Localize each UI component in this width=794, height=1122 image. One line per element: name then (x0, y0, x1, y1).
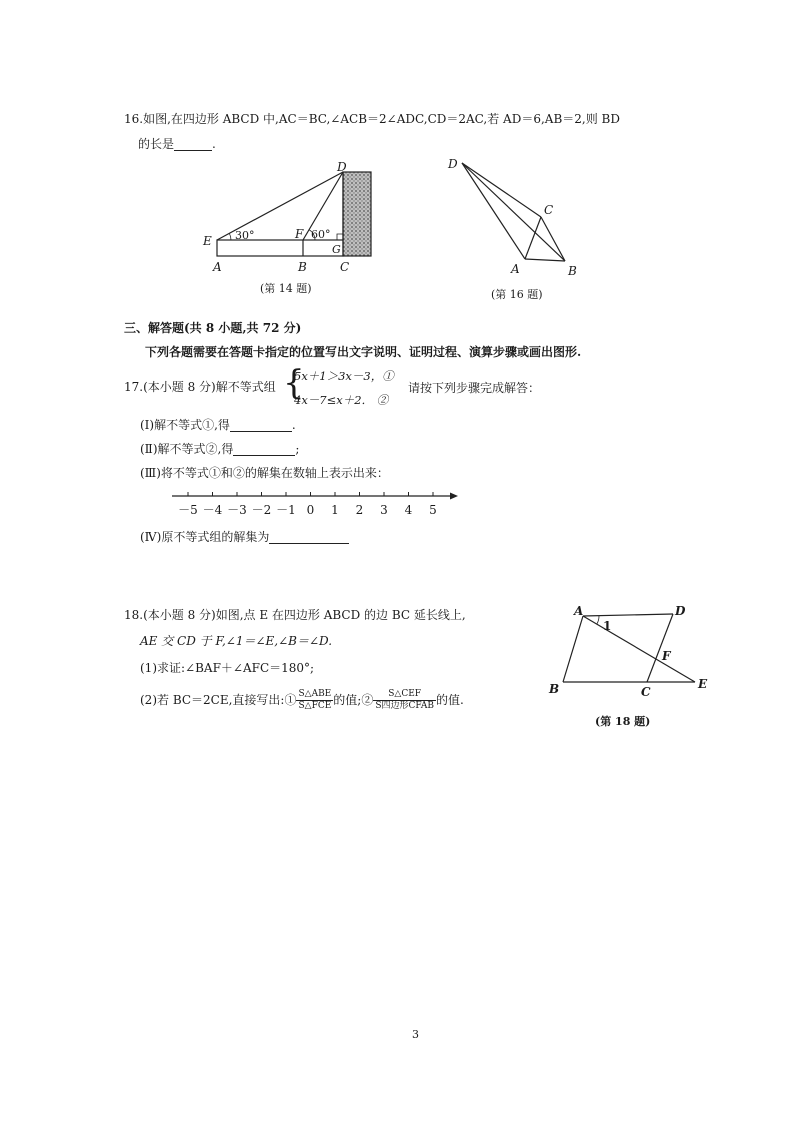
fig16-label-a: A (511, 262, 520, 276)
q18-part1: (1)求证:∠BAF＋∠AFC＝180°; (140, 661, 315, 675)
q18-frac1-denominator: S△FCE (298, 701, 332, 711)
q16-line1: 16.如图,在四边形 ABCD 中,AC＝BC,∠ACB＝2∠ADC,CD＝2AC,若 AD＝6,AB＝2,则 BD (124, 112, 620, 126)
q17-number-line (168, 488, 464, 518)
fig18-label-a: A (574, 604, 584, 618)
fig18-label-f: F (662, 649, 671, 663)
fig14-label-c: C (340, 260, 350, 274)
fig18-line-ad (583, 614, 673, 616)
number-line-label: －1 (276, 503, 296, 517)
fig16-line-ab (525, 259, 565, 261)
q18-fraction-1 (296, 689, 333, 712)
fig14-label-d: D (337, 160, 347, 174)
fig14-angle-f: 60° (311, 228, 331, 241)
q17-step2-blank (233, 443, 295, 456)
figure-14 (195, 158, 385, 293)
q18-part2-mid: 的值;② (333, 693, 374, 707)
q17-ineq2: 4x－7≤x＋2． ② (294, 393, 389, 407)
fig18-label-b: B (549, 682, 560, 696)
q18-frac2-numerator: S△CEF (373, 689, 436, 701)
q18-part2-suffix: 的值. (435, 693, 464, 707)
fig16-label-b: B (568, 264, 577, 278)
number-line-label: 1 (331, 503, 339, 517)
figure-16 (445, 155, 585, 300)
fig16-caption: (第 16 题) (491, 288, 543, 301)
q17-step3: (Ⅲ)将不等式①和②的解集在数轴上表示出来： (140, 466, 389, 480)
number-line-label: －3 (227, 503, 247, 517)
fig18-label-c: C (641, 685, 651, 699)
number-line-label: －2 (251, 503, 272, 517)
number-line-label: 0 (306, 503, 315, 517)
fig16-line-da (462, 163, 525, 259)
number-line-label: 4 (404, 503, 413, 517)
fig14-caption: (第 14 题) (260, 282, 312, 295)
fig18-line-ae (583, 616, 695, 682)
fig14-label-f: F (295, 227, 304, 241)
q17-ineq1: 5x＋1＞3x－3，① (294, 369, 394, 383)
q17-step1 (140, 418, 296, 432)
q16-answer-blank (174, 138, 212, 151)
fig18-line-ab (563, 616, 583, 682)
fig18-angle-1-arc (597, 616, 599, 625)
q18-line2: AE 交 CD 于 F,∠1＝∠E,∠B＝∠D. (140, 634, 333, 648)
q17-prefix: 17.(本小题 8 分)解不等式组 (124, 380, 276, 394)
figure-18 (545, 600, 715, 735)
q17-step4-label: (Ⅳ)原不等式组的解集为 (140, 530, 270, 544)
number-line-label: －4 (202, 503, 223, 517)
fig14-label-a: A (213, 260, 222, 274)
number-line-label: －5 (178, 503, 198, 517)
fig16-line-dc (462, 163, 541, 217)
q18-frac2-denominator: S四边形CFAB (375, 701, 434, 711)
number-line-label: 5 (429, 503, 437, 517)
fig14-label-b: B (298, 260, 307, 274)
fig16-line-bc (541, 217, 565, 261)
fig14-right-angle (337, 234, 343, 240)
q17-step1-blank (230, 419, 292, 432)
q18-fraction-2 (373, 689, 436, 712)
fig14-building (343, 172, 371, 256)
fig14-ground-block (217, 240, 343, 256)
q16-line2 (138, 137, 216, 151)
fig16-label-d: D (448, 157, 458, 171)
q17-step4 (140, 530, 349, 544)
q17-step1-label: (Ⅰ)解不等式①,得 (140, 418, 230, 432)
fig18-label-1: 1 (603, 619, 612, 633)
fig18-line-dc (647, 614, 673, 682)
q18-frac1-numerator: S△ABE (296, 689, 333, 701)
section3-title: 三、解答题(共 8 小题,共 72 分) (124, 321, 302, 335)
number-line-label: 3 (380, 503, 388, 517)
q17-brace: { (283, 363, 305, 403)
fig14-arc-e (229, 234, 231, 241)
q16-line2-prefix: 的长是 (138, 137, 175, 151)
q17-step2-end: ; (295, 442, 300, 456)
q17-suffix: 请按下列步骤完成解答： (408, 381, 541, 395)
fig18-label-e: E (698, 677, 708, 691)
fig18-caption: (第 18 题) (595, 715, 651, 728)
fig16-label-c: C (544, 203, 554, 217)
q17-step2 (140, 442, 299, 456)
q18-part2-prefix: (2)若 BC＝2CE,直接写出:① (140, 693, 297, 707)
fig14-angle-e: 30° (235, 229, 255, 242)
number-line-label: 2 (355, 503, 364, 517)
fig14-label-g: G (332, 243, 341, 256)
q18-line1: 18.(本小题 8 分)如图,点 E 在四边形 ABCD 的边 BC 延长线上, (124, 608, 466, 622)
fig14-label-e: E (203, 234, 212, 248)
q17-step2-label: (Ⅱ)解不等式②,得 (140, 442, 234, 456)
q18-part2 (140, 689, 464, 712)
q17-step1-end: . (291, 418, 296, 432)
fig18-label-d: D (675, 604, 686, 618)
q17-step4-blank (269, 531, 349, 544)
number-line-arrow (450, 493, 458, 500)
page-number: 3 (412, 1028, 419, 1041)
q16-line2-suffix: . (212, 137, 216, 151)
fig16-line-ac (525, 217, 541, 259)
section3-instruction: 下列各题需要在答题卡指定的位置写出文字说明、证明过程、演算步骤或画出图形. (145, 345, 582, 359)
